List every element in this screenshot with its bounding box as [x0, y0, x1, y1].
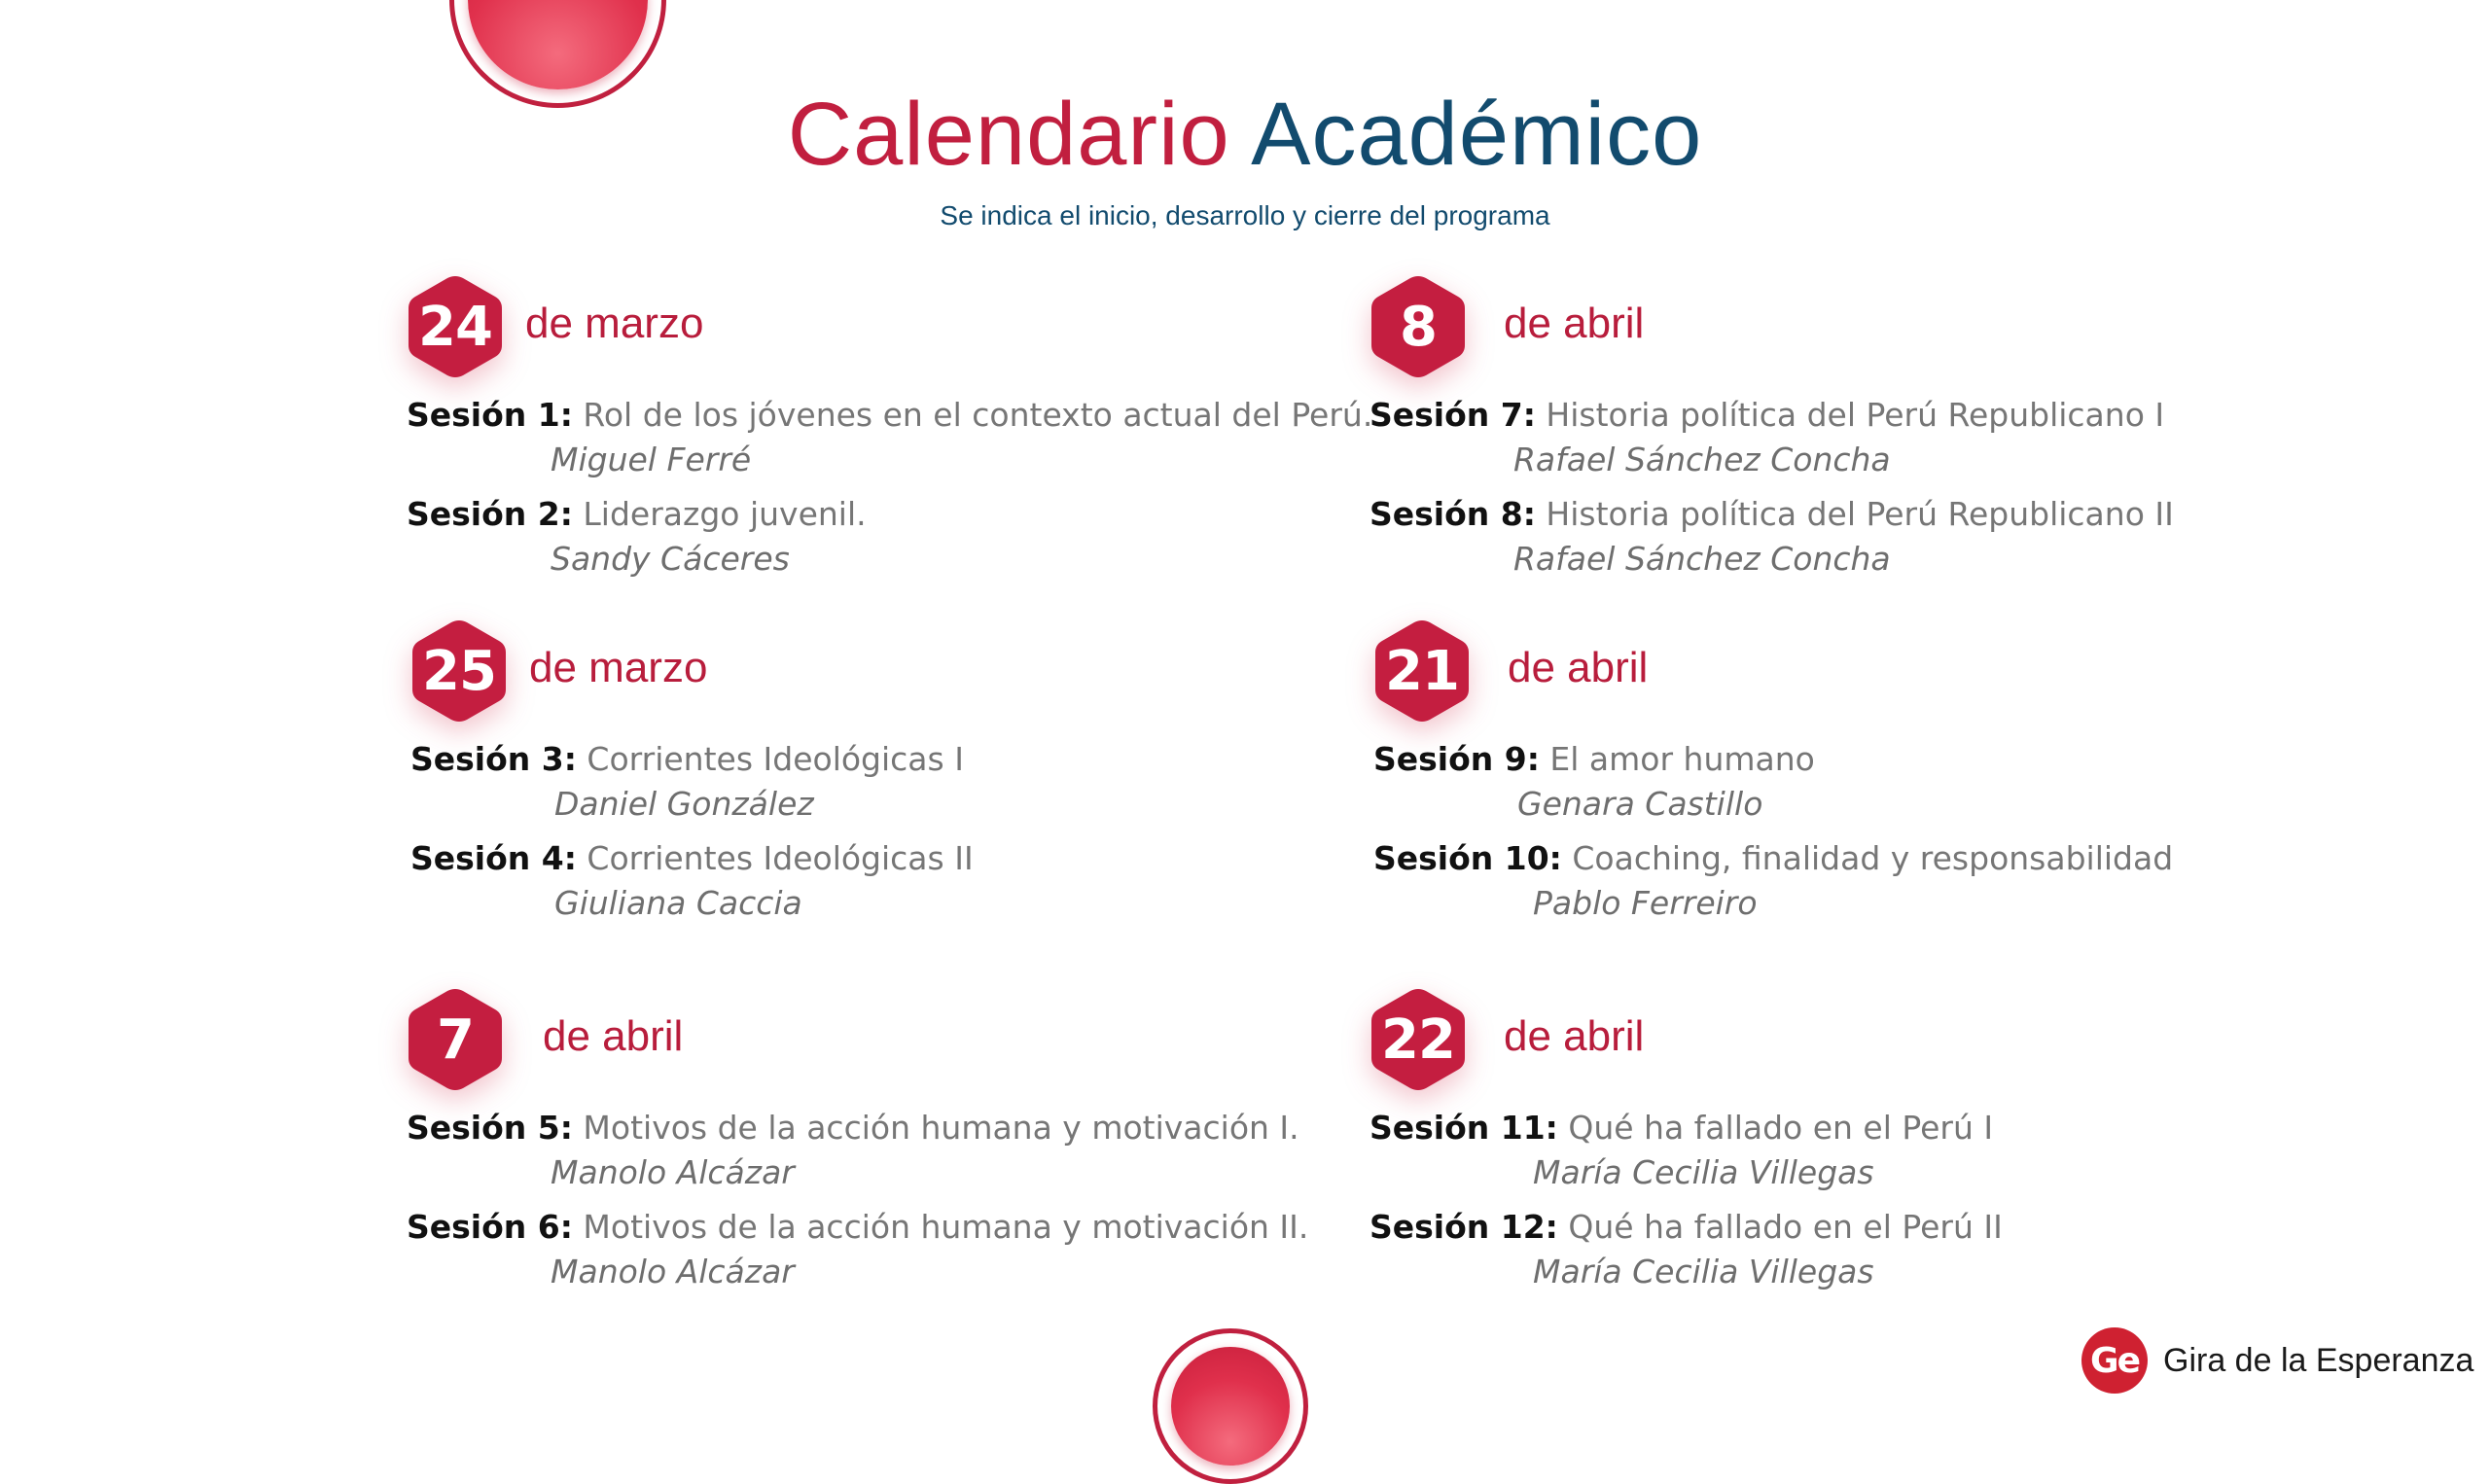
session-label: Sesión 5: [407, 1109, 573, 1147]
session-item [1370, 492, 2342, 582]
date-hexagon [407, 985, 504, 1094]
day-block [407, 985, 1379, 1294]
session-item [407, 393, 1379, 482]
date-month: de marzo [529, 644, 708, 691]
date-day: 24 [418, 295, 492, 359]
date-hexagon [1370, 272, 1467, 381]
session-speaker: Manolo Alcázar [551, 1153, 795, 1191]
date-month: de abril [1504, 1012, 1645, 1060]
session-speaker: Manolo Alcázar [551, 1253, 795, 1290]
session-topic: Historia política del Perú Republicano I [1546, 396, 2165, 434]
session-speaker: Genara Castillo [1517, 785, 1763, 823]
date-month: de abril [1504, 300, 1645, 347]
session-label: Sesión 9: [1373, 740, 1540, 778]
session-topic: Qué ha fallado en el Perú II [1568, 1208, 2003, 1246]
title-part-2: Académico [1251, 85, 1703, 184]
session-label: Sesión 6: [407, 1208, 573, 1246]
session-label: Sesión 12: [1370, 1208, 1558, 1246]
date-month: de marzo [525, 300, 704, 347]
session-speaker: Rafael Sánchez Concha [1513, 540, 1891, 578]
session-label: Sesión 7: [1370, 396, 1536, 434]
session-topic: Motivos de la acción humana y motivación II. [583, 1208, 1309, 1246]
date-day: 7 [437, 1007, 474, 1072]
title-part-1: Calendario [787, 85, 1230, 184]
session-topic: Qué ha fallado en el Perú I [1568, 1109, 1994, 1147]
session-item [1370, 393, 2342, 482]
session-item [410, 737, 1383, 827]
day-block [1370, 272, 2342, 582]
session-label: Sesión 11: [1370, 1109, 1558, 1147]
session-speaker: Miguel Ferré [551, 441, 752, 478]
session-speaker: Daniel González [554, 785, 814, 823]
session-item [410, 836, 1383, 926]
logo-mark: Ge [2081, 1327, 2148, 1394]
session-item [1373, 836, 2346, 926]
logo-name: Gira de la Esperanza [2163, 1341, 2474, 1379]
day-block [407, 272, 1379, 582]
session-item [407, 1205, 1379, 1294]
date-day: 25 [422, 639, 496, 703]
date-hexagon [1370, 985, 1467, 1094]
session-speaker: Sandy Cáceres [551, 540, 790, 578]
session-topic: Historia política del Perú Republicano II [1546, 495, 2174, 533]
page-title [0, 84, 2490, 186]
session-label: Sesión 2: [407, 495, 573, 533]
session-item [1370, 1106, 2342, 1195]
date-hexagon [407, 272, 504, 381]
session-speaker: María Cecilia Villegas [1533, 1153, 1874, 1191]
session-label: Sesión 1: [407, 396, 573, 434]
session-topic: El amor humano [1549, 740, 1815, 778]
session-topic: Corrientes Ideológicas I [587, 740, 964, 778]
date-day: 8 [1400, 295, 1437, 359]
date-month: de abril [1508, 644, 1649, 691]
day-block [410, 617, 1383, 926]
session-topic: Rol de los jóvenes en el contexto actual del Perú. [583, 396, 1373, 434]
decorative-circle-bottom [1153, 1328, 1308, 1484]
brand-logo [2081, 1326, 2473, 1395]
session-item [1370, 1205, 2342, 1294]
session-item [407, 492, 1379, 582]
date-day: 22 [1381, 1007, 1455, 1072]
session-speaker: Rafael Sánchez Concha [1513, 441, 1891, 478]
date-day: 21 [1385, 639, 1459, 703]
session-topic: Liderazgo juvenil. [583, 495, 867, 533]
session-item [407, 1106, 1379, 1195]
session-speaker: Pablo Ferreiro [1533, 884, 1758, 922]
page-subtitle: Se indica el inicio, desarrollo y cierre del programa [940, 200, 1550, 230]
session-topic: Motivos de la acción humana y motivación I. [583, 1109, 1299, 1147]
session-label: Sesión 4: [410, 839, 577, 877]
session-speaker: María Cecilia Villegas [1533, 1253, 1874, 1290]
session-speaker: Giuliana Caccia [554, 884, 802, 922]
session-item [1373, 737, 2346, 827]
session-label: Sesión 10: [1373, 839, 1562, 877]
session-topic: Corrientes Ideológicas II [587, 839, 974, 877]
session-label: Sesión 3: [410, 740, 577, 778]
session-topic: Coaching, finalidad y responsabilidad [1572, 839, 2174, 877]
day-block [1370, 985, 2342, 1294]
date-hexagon [410, 617, 508, 725]
date-hexagon [1373, 617, 1471, 725]
date-month: de abril [543, 1012, 684, 1060]
day-block [1373, 617, 2346, 926]
session-label: Sesión 8: [1370, 495, 1536, 533]
